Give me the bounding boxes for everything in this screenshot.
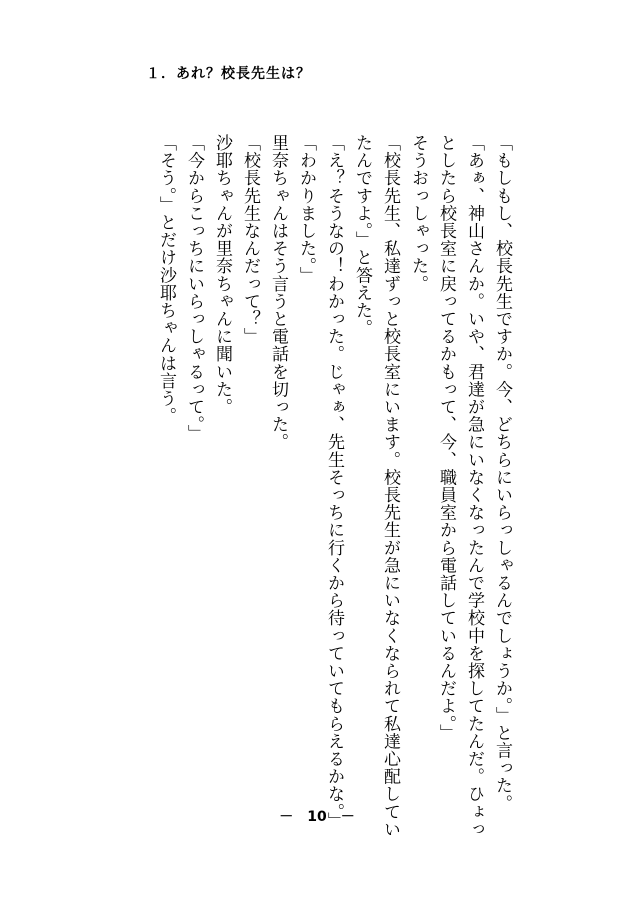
- text-line: 「今からこっちにいらっしゃるって。」: [184, 134, 204, 443]
- text-line: 沙耶ちゃんが里奈ちゃんに聞いた。: [212, 134, 232, 416]
- text-line: 「わかりました。」: [296, 134, 316, 284]
- text-line: 「校長先生、私達ずっと校長室にいます。校長先生が急にいなくなられて私達心配してい: [380, 134, 400, 838]
- text-line: 里奈ちゃんはそう言うと電話を切った。: [268, 134, 288, 451]
- text-line: 「そう。」とだけ沙耶ちゃんは言う。: [156, 134, 176, 425]
- text-line: そうおっしゃった。: [408, 134, 428, 293]
- page-number: － 10 －: [279, 809, 355, 825]
- chapter-heading: １．あれ？校長先生は？: [146, 66, 311, 82]
- text-line: 「あぁ、神山さんか。いや、君達が急にいなくなったんで学校中を探してたんだ。ひょっ: [464, 134, 484, 838]
- text-line: 「もしもし、校長先生ですか。今、どちらにいらっしゃるんでしょうか。」と言った。: [492, 134, 512, 812]
- text-line: としたら校長室に戻ってるかもって、今、職員室から電話しているんだよ。」: [436, 134, 456, 742]
- text-line: 「え？そうなの！わかった。じゃぁ、先生そっちに行くから待っていてもらえるかな。」: [324, 134, 344, 830]
- text-line: たんですよ。」と答えた。: [352, 134, 372, 337]
- text-line: 「校長先生なんだって？」: [240, 134, 260, 346]
